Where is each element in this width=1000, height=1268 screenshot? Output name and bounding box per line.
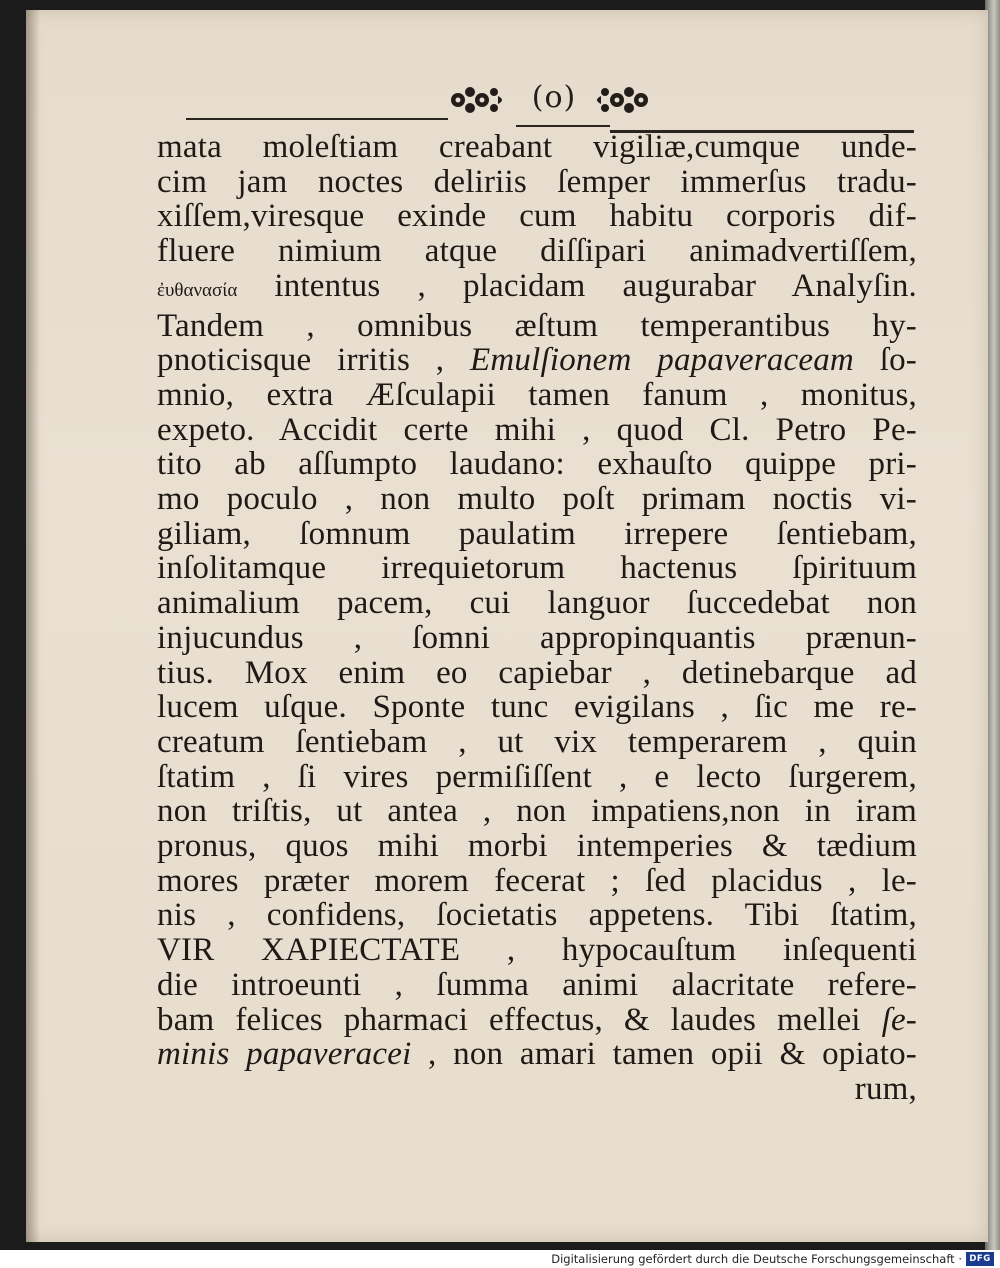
italic-phrase: minis papaveracei xyxy=(157,1036,412,1073)
italic-phrase: ſe- xyxy=(881,1001,917,1038)
text-line: fluere nimium atque diſſipari animadvertiſſem, xyxy=(157,233,917,270)
text-line: tius. Mox enim eo capiebar , detinebarque ad xyxy=(157,654,917,691)
text-line: injucundus , ſomni appropinquantis prænun- xyxy=(157,619,917,656)
text-line: VIR XAPIECTATE , hypocauſtum inſequenti xyxy=(157,932,917,969)
text-line: lucem uſque. Sponte tunc evigilans , ſic me re- xyxy=(157,689,917,726)
text-line: mnio, extra Æſculapii tamen fanum , monitus, xyxy=(157,376,917,413)
text-line xyxy=(157,343,917,378)
line-segment: ſo- xyxy=(853,342,917,379)
ornament-left-icon xyxy=(448,82,508,118)
text-line: expeto. Accidit certe mihi , quod Cl. Petro Pe- xyxy=(157,411,917,448)
dfg-logo: DFG xyxy=(966,1252,994,1266)
footer-bar xyxy=(0,1250,1000,1268)
body-text xyxy=(157,130,917,1107)
italic-phrase: Emulſionem papaveraceam xyxy=(470,342,854,379)
text-line: mores præter morem fecerat ; ſed placidus , le- xyxy=(157,862,917,899)
catchword: rum, xyxy=(854,1070,917,1107)
text-line xyxy=(157,1003,917,1038)
line-segment: intentus , placidam augurabar Analyſin. xyxy=(237,267,917,304)
text-line: creatum ſentiebam , ut vix temperarem , quin xyxy=(157,723,917,760)
text-line xyxy=(157,1037,917,1072)
funding-credit: Digitalisierung gefördert durch die Deutsche Forschungsgemeinschaft · xyxy=(551,1252,962,1266)
text-line: pronus, quos mihi morbi intemperies & tædium xyxy=(157,828,917,865)
ornament-right-icon xyxy=(591,82,651,118)
page-gutter-shadow xyxy=(26,10,40,1242)
text-line: mo poculo , non multo poſt primam noctis vi- xyxy=(157,481,917,518)
text-line: tito ab aſſumpto laudano: exhauſto quippe pri- xyxy=(157,446,917,483)
line-segment: bam felices pharmaci effectus, & laudes mellei xyxy=(157,1001,882,1038)
text-line: nis , confidens, ſocietatis appetens. Tibi ſtatim, xyxy=(157,897,917,934)
text-line: Tandem , omnibus æſtum temperantibus hy- xyxy=(157,307,917,344)
text-line: ſtatim , ſi vires permiſiſſent , e lecto ſurgerem, xyxy=(157,758,917,795)
text-line: inſolitamque irrequietorum hactenus ſpirituum xyxy=(157,550,917,587)
page-number: (o) xyxy=(531,80,577,115)
text-line: die introeunti , ſumma animi alacritate refere- xyxy=(157,966,917,1003)
text-line: animalium pacem, cui languor ſuccedebat non xyxy=(157,585,917,622)
header-rule-middle xyxy=(516,125,610,127)
text-line: xiſſem,viresque exinde cum habitu corporis dif- xyxy=(157,198,917,235)
header-rule-left xyxy=(186,118,448,120)
text-line xyxy=(157,269,917,309)
greek-word: ἐυθανασία xyxy=(157,279,238,301)
line-segment: , non amari tamen opii & opiato- xyxy=(411,1036,917,1073)
text-line: giliam, ſomnum paulatim irrepere ſentiebam, xyxy=(157,515,917,552)
text-line: non triſtis, ut antea , non impatiens,non in iram xyxy=(157,793,917,830)
text-line: cim jam noctes deliriis ſemper immerſus tradu- xyxy=(157,163,917,200)
line-segment: pnoticisque irritis , xyxy=(157,342,471,379)
text-line: mata moleſtiam creabant vigiliæ,cumque unde- xyxy=(157,129,917,165)
